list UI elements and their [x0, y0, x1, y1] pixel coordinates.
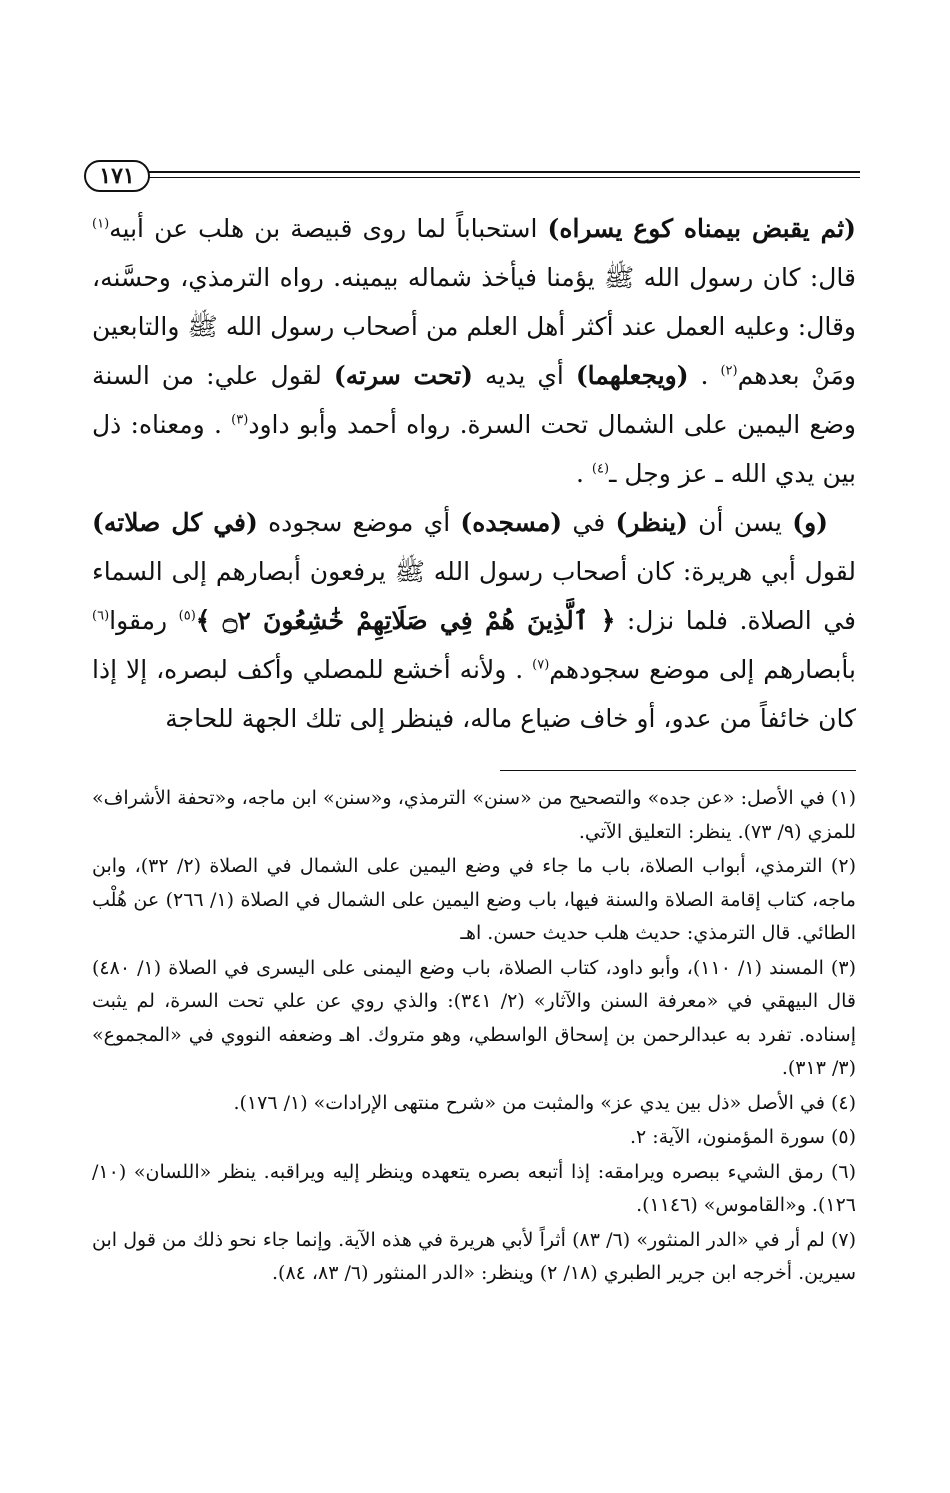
bold-phrase: (ويجعلهما) [575, 361, 689, 390]
paragraph-2 [92, 498, 856, 743]
bold-phrase: (في كل صلاته) [92, 508, 258, 537]
footnote-3: (٣) المسند (١/ ١١٠)، وأبو داود، كتاب الصلاة، باب وضع اليمنى على اليسرى في الصلاة (١/ ٤٨٠) قال البيهقي في «معرفة السنن والآثار» (٢/ ٣٤١): والذي روي عن علي تحت السرة، لم يثبت إسناده. تفرد به عبدالرحمن بن إسحاق الواسطي، وهو متروك. اهـ وضعفه النووي في «المجموع» (٣/ ٣١٣). [92, 956, 856, 1079]
footnote-4: (٤) في الأصل «ذل بين يدي عز» والمثبت من «شرح منتهى الإرادات» (١/ ١٧٦). [233, 1091, 856, 1114]
bold-phrase: (و) [792, 508, 828, 537]
page-number: ١٧١ [84, 160, 150, 192]
text-run: . ومعناه: ذل بين يدي الله ـ عز وجل ـ [92, 410, 856, 488]
text-run: يسن أن [687, 508, 793, 537]
bold-phrase: (تحت سرته) [333, 361, 473, 390]
text-run: قال: كان رسول الله ﷺ يؤمنا فيأخذ شماله بيمينه. رواه الترمذي، وحسَّنه، وقال: وعليه العمل عند أكثر أهل العلم من أصحاب رسول الله ﷺ والتابعين ومَنْ بعدهم [92, 263, 857, 390]
text-run: في [562, 508, 616, 537]
footnote-2: (٢) الترمذي، أبواب الصلاة، باب ما جاء في وضع اليمين على الشمال في الصلاة (٢/ ٣٢)، وابن ماجه، كتاب إقامة الصلاة والسنة فيها، باب وضع اليمين على الشمال في الصلاة (١/ ٢٦٦) عن هُلْب الطائي. قال الترمذي: حديث هلب حديث حسن. اهـ [92, 855, 856, 944]
text-run: لقول أبي هريرة: كان أصحاب رسول الله ﷺ يرفعون أبصارهم إلى السماء في الصلاة. فلما نزل: [92, 557, 856, 635]
text-run: أي يديه [472, 361, 576, 390]
footnote-ref[interactable]: (٢) [720, 363, 738, 379]
footnote-6: (٦) رمق الشيء ببصره ويرامقه: إذا أتبعه بصره يتعهده وينظر إليه ويراقبه. ينظر «اللسان» (١٠/ ١٢٦). و«القاموس» (١١٤٦). [92, 1160, 856, 1216]
bold-phrase: (ينظر) [615, 508, 688, 537]
text-run: رمقوا [109, 606, 179, 635]
footnote-separator [500, 770, 856, 771]
footnote-ref[interactable]: (٥) [178, 608, 196, 624]
footnote-ref[interactable]: (٤) [591, 461, 610, 477]
footnote-ref[interactable]: (٧) [532, 657, 550, 673]
quran-verse: ﴿ ٱلَّذِينَ هُمْ فِي صَلَاتِهِمْ خَٰشِعُونَ ۝٢ ﴾ [195, 606, 616, 635]
footnote-ref[interactable]: (٣) [231, 412, 249, 428]
text-run: . ولأنه أخشع للمصلي وأكف لبصره، إلا إذا كان خائفاً من عدو، أو خاف ضياع ماله، فينظر إلى تلك الجهة للحاجة [92, 655, 856, 733]
header-rule-thin [148, 177, 860, 178]
footnote-1: (١) في الأصل: «عن جده» والتصحيح من «سنن» الترمذي، و«سنن» ابن ماجه، و«تحفة الأشراف» للمزي (٩/ ٧٣). ينظر: التعليق الآتي. [92, 787, 856, 843]
main-text [92, 204, 856, 743]
header-rule [148, 171, 860, 173]
text-run: استحباباً لما روى قبيصة بن هلب عن أبيه [109, 214, 548, 243]
footnote-5: (٥) سورة المؤمنون، الآية: ٢. [629, 1126, 856, 1148]
footnote-7: (٧) لم أر في «الدر المنثور» (٦/ ٨٣) أثراً لأبي هريرة في هذه الآية. وإنما جاء نحو ذلك من قول ابن سيرين. أخرجه ابن جرير الطبري (١٨/ ٢) وينظر: «الدر المنثور (٦/ ٨٣، ٨٤). [92, 1228, 856, 1284]
text-run: بأبصارهم إلى موضع سجودهم [549, 655, 856, 684]
footnote-ref[interactable]: (١) [92, 216, 110, 232]
footnote-ref[interactable]: (٦) [92, 608, 110, 624]
paragraph-1 [92, 204, 856, 498]
text-run: . [576, 459, 592, 488]
bold-phrase: (مسجده) [460, 508, 563, 537]
footnotes [92, 782, 856, 1292]
text-run: . [688, 361, 721, 390]
text-run: أي موضع سجوده [257, 508, 461, 537]
bold-phrase: (ثم يقبض بيمناه كوع يسراه) [547, 214, 856, 243]
page-header [84, 156, 860, 192]
text-run: لقول علي: من السنة وضع اليمين على الشمال تحت السرة. رواه أحمد وأبو داود [92, 361, 856, 439]
